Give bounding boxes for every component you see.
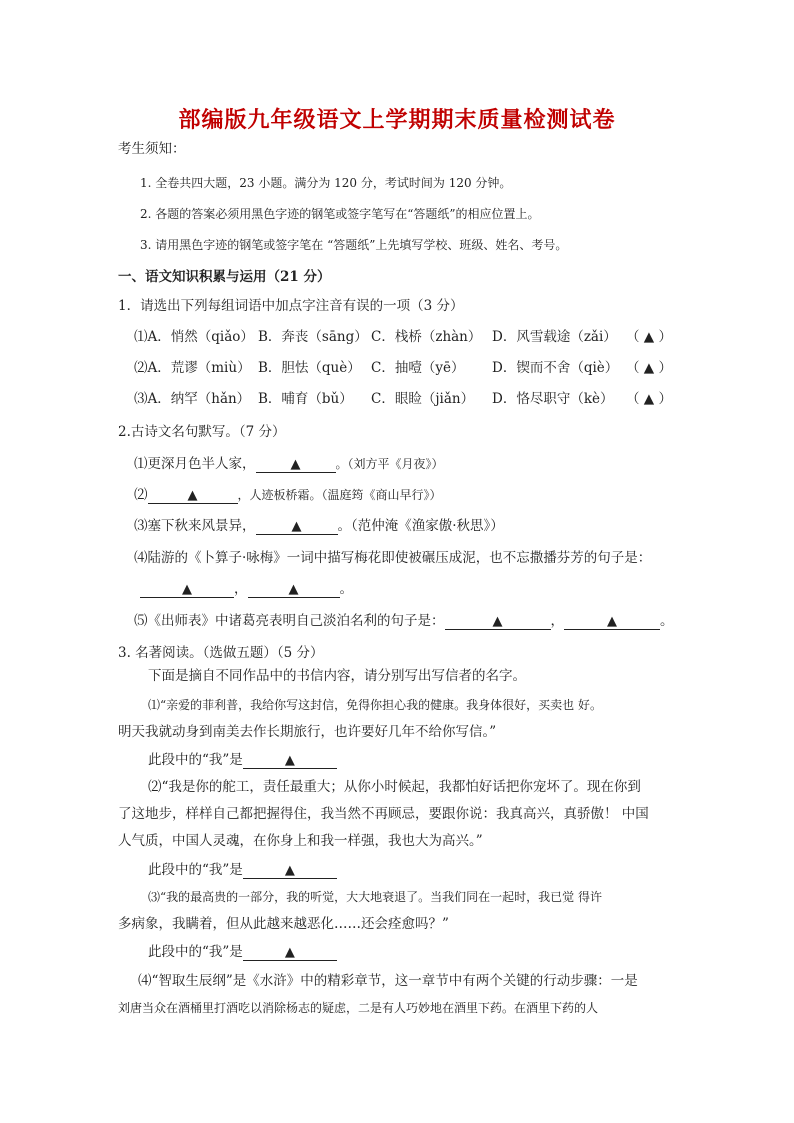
q3-ask-label: 此段中的“我”是 — [148, 944, 243, 960]
q1-row1-answer-paren: （ ▲ ） — [626, 329, 672, 345]
answer-mark: ▲ — [284, 753, 295, 768]
answer-mark: ▲ — [284, 945, 295, 960]
q3-p2-line3: 人气质，中国人灵魂，在你身上和我一样强，我也大为高兴。” — [118, 833, 483, 849]
q1-row3-answer-paren: （ ▲ ） — [626, 391, 672, 407]
q2-line5-sep: ， — [550, 613, 564, 629]
q3-p1-line2: 明天我就动身到南美去作长期旅行，也许要好几年不给你写信。” — [118, 724, 497, 740]
q3-p3-answer — [148, 943, 337, 961]
q2-line5-end: 。 — [660, 613, 674, 629]
q2-line-1 — [134, 455, 444, 473]
q3-p3-blank[interactable] — [243, 945, 337, 961]
page-title: 部编版九年级语文上学期期末质量检测试卷 — [178, 107, 616, 133]
q2-line-5 — [134, 612, 674, 630]
q3-p2-answer — [148, 861, 337, 879]
answer-mark: ▲ — [607, 614, 617, 629]
q1-row3-option-c: C．眼睑（jiǎn） — [371, 391, 475, 407]
q1-row1-option-c: C．栈桥（zhàn） — [371, 329, 482, 345]
q2-line3-pre: ⑶塞下秋来风景异， — [134, 518, 256, 534]
q2-line-2 — [134, 486, 442, 504]
q1-row2-option-d: D．锲而不舍（qiè） — [492, 360, 619, 376]
q3-ask-label: 此段中的“我”是 — [148, 862, 243, 878]
q1-row2-option-c: C．抽噎（yē） — [371, 360, 465, 376]
q3-p4-line1: ⑷“智取生辰纲”是《水浒》中的精彩章节，这一章节中有两个关键的行动步骤：一是 — [138, 973, 638, 989]
q3-stem: 3. 名著阅读。（选做五题）（5 分） — [118, 645, 324, 661]
q2-line1-pre: ⑴更深月色半人家， — [134, 456, 256, 472]
notice-header: 考生须知： — [118, 141, 186, 157]
q2-line5-blank-1[interactable] — [445, 614, 551, 630]
answer-mark: ▲ — [291, 519, 302, 534]
q2-line4-blank-2[interactable] — [248, 582, 340, 598]
q3-p1-line1: ⑴“亲爱的菲利普，我给你写这封信，免得你担心我的健康。我身体很好，买卖也 好。 — [148, 698, 602, 712]
q3-p3-line1: ⑶“我的最高贵的一部分，我的听觉，大大地衰退了。当我们同在一起时，我已觉 得许 — [148, 890, 602, 904]
q3-p2-line1: ⑵“我是你的舵工，责任最重大；从你小时候起，我都怕好话把你宠坏了。现在你到 — [148, 779, 641, 795]
answer-mark: ▲ — [492, 614, 503, 629]
notice-item-3: 3. 请用黑色字迹的钢笔或签字笔在 “答题纸”上先填写学校、班级、姓名、考号。 — [140, 238, 568, 252]
q2-line2-pre: ⑵ — [134, 487, 148, 503]
q1-row3-option-d: D．恪尽职守（kè） — [492, 391, 614, 407]
q2-line1-blank[interactable] — [256, 457, 336, 473]
q1-row3-option-a: ⑶A．纳罕（hǎn） — [134, 391, 251, 407]
notice-item-1: 1. 全卷共四大题，23 小题。满分为 120 分，考试时间为 120 分钟。 — [140, 176, 512, 190]
q2-line-4-blanks — [140, 580, 353, 598]
q1-stem: 1．请选出下列每组词语中加点字注音有误的一项（3 分） — [118, 298, 464, 314]
q2-line1-post: 。（刘方平《月夜》） — [335, 457, 444, 471]
q3-ask-label: 此段中的“我”是 — [148, 752, 243, 768]
q2-stem: 2.古诗文名句默写。（7 分） — [118, 424, 286, 440]
q1-row2-option-a: ⑵A．荒谬（miù） — [134, 360, 251, 376]
q2-line3-post: 。（范仲淹《渔家傲·秋思》） — [337, 518, 504, 534]
q2-line2-post: ，人迹板桥霜。（温庭筠《商山早行》） — [237, 488, 442, 502]
q2-line5-blank-2[interactable] — [564, 614, 660, 630]
answer-mark: ▲ — [290, 457, 301, 472]
q2-line4-end: 。 — [339, 581, 353, 597]
q2-line5-pre: ⑸《出师表》中诸葛亮表明自己淡泊名利的句子是： — [134, 613, 445, 629]
q2-line-3 — [134, 517, 504, 535]
notice-item-2: 2. 各题的答案必须用黑色字迹的钢笔或签字笔写在“答题纸”的相应位置上。 — [140, 207, 540, 221]
q3-p4-line2: 刘唐当众在酒桶里打酒吃以消除杨志的疑虑，二是有人巧妙地在酒里下药。在酒里下药的人 — [118, 1001, 599, 1015]
q2-line4-sep: ， — [234, 581, 248, 597]
answer-mark: ▲ — [284, 863, 295, 878]
q1-row1-option-b: B．奔丧（sāng） — [258, 329, 368, 345]
q2-line4-blank-1[interactable] — [140, 582, 234, 598]
q3-p1-answer — [148, 751, 337, 769]
q1-row2-option-b: B．胆怯（què） — [258, 360, 361, 376]
q2-line4-text: ⑷陆游的《卜算子·咏梅》一词中描写梅花即使被碾压成泥，也不忘撒播芬芳的句子是： — [134, 550, 652, 566]
q3-p3-line2: 多病象，我瞒着，但从此越来越恶化……还会痊愈吗？” — [118, 916, 449, 932]
q2-line2-blank[interactable] — [148, 488, 238, 504]
q3-p1-blank[interactable] — [243, 753, 337, 769]
answer-mark: ▲ — [182, 582, 192, 597]
section-heading: 一、语文知识积累与运用（21 分） — [118, 269, 331, 285]
q1-row2-answer-paren: （ ▲ ） — [626, 360, 672, 376]
q2-line3-blank[interactable] — [256, 519, 338, 535]
answer-mark: ▲ — [187, 488, 198, 503]
q3-intro: 下面是摘自不同作品中的书信内容，请分别写出写信者的名字。 — [148, 668, 526, 684]
answer-mark: ▲ — [288, 582, 299, 597]
q1-row1-option-a: ⑴A．悄然（qiǎo） — [134, 329, 254, 345]
q3-p2-blank[interactable] — [243, 863, 337, 879]
q1-row3-option-b: B．哺育（bǔ） — [258, 391, 353, 407]
q3-p2-line2: 了这地步，样样自己都把握得住，我当然不再顾忌，要跟你说：我真高兴，真骄傲！ 中国 — [118, 806, 649, 822]
q1-row1-option-d: D．风雪载途（zǎi） — [492, 329, 617, 345]
